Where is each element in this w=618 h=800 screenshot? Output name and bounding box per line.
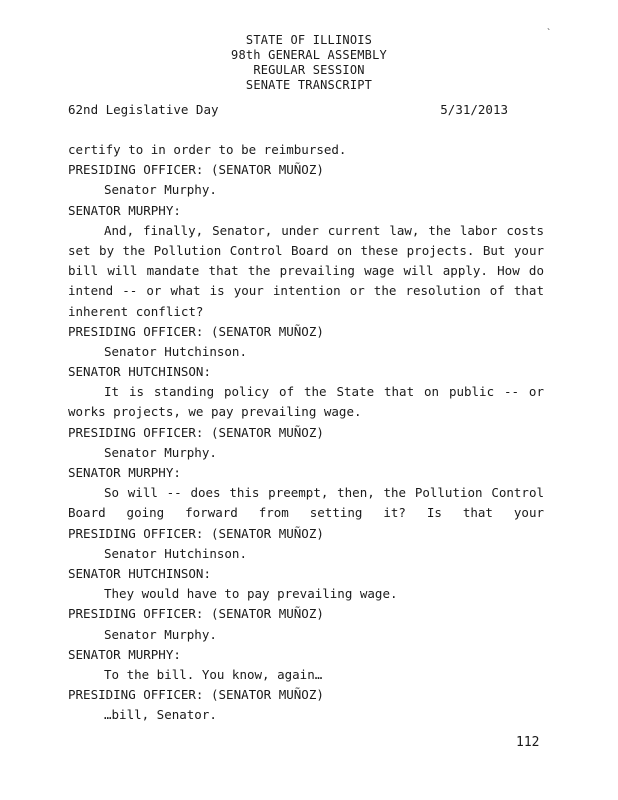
- transcript-line: SENATOR MURPHY:: [68, 646, 181, 662]
- transcript-line: Senator Murphy.: [104, 626, 217, 642]
- transcript-line: And, finally, Senator, under current law, the labor costs: [104, 222, 544, 238]
- transcript-line: It is standing policy of the State that on public -- or: [104, 384, 544, 400]
- header-session: REGULAR SESSION: [253, 63, 365, 77]
- transcript-line: SENATOR MURPHY:: [68, 202, 181, 218]
- header-title: SENATE TRANSCRIPT: [245, 78, 373, 92]
- transcript-body: [68, 140, 544, 725]
- transcript-line: PRESIDING OFFICER: (SENATOR MUÑOZ): [68, 424, 324, 440]
- transcript-line: SENATOR HUTCHINSON:: [68, 364, 211, 380]
- transcript-line: PRESIDING OFFICER: (SENATOR MUÑOZ): [68, 162, 324, 178]
- transcript-line: …bill, Senator.: [104, 707, 217, 723]
- day-line: [68, 102, 508, 117]
- transcript-line: Board going forward from setting it? Is that your: [68, 505, 544, 521]
- transcript-line: Senator Hutchinson.: [104, 343, 247, 359]
- transcript-line: PRESIDING OFFICER: (SENATOR MUÑOZ): [68, 606, 324, 622]
- transcript-line: works projects, we pay prevailing wage.: [68, 404, 362, 420]
- transcript-line: certify to in order to be reimbursed.: [68, 142, 347, 157]
- transcript-line: intend -- or what is your intention or the resolution of that: [68, 283, 544, 299]
- transcript-line: Senator Hutchinson.: [104, 545, 247, 561]
- transcript-line: They would have to pay prevailing wage.: [104, 586, 398, 602]
- transcript-line: Senator Murphy.: [104, 444, 217, 460]
- legislative-day: 62nd Legislative Day: [68, 102, 219, 117]
- transcript-line: SENATOR HUTCHINSON:: [68, 565, 211, 581]
- header-state: STATE OF ILLINOIS: [245, 33, 373, 47]
- transcript-line: bill will mandate that the prevailing wage will apply. How do: [68, 263, 544, 279]
- transcript-line: PRESIDING OFFICER: (SENATOR MUÑOZ): [68, 687, 324, 703]
- transcript-line: PRESIDING OFFICER: (SENATOR MUÑOZ): [68, 525, 324, 541]
- transcript-date: 5/31/2013: [440, 102, 508, 117]
- transcript-line: So will -- does this preempt, then, the Pollution Control: [104, 485, 544, 501]
- transcript-line: set by the Pollution Control Board on these projects. But your: [68, 242, 544, 258]
- transcript-line: Senator Murphy.: [104, 182, 217, 198]
- transcript-line: SENATOR MURPHY:: [68, 465, 181, 480]
- page-number: 112: [516, 735, 540, 750]
- header-assembly: 98th GENERAL ASSEMBLY: [231, 48, 387, 62]
- transcript-line: To the bill. You know, again…: [104, 666, 323, 682]
- transcript-line: inherent conflict?: [68, 303, 204, 319]
- transcript-header: [0, 33, 618, 93]
- corner-mark: `: [546, 28, 553, 39]
- transcript-line: PRESIDING OFFICER: (SENATOR MUÑOZ): [68, 323, 324, 339]
